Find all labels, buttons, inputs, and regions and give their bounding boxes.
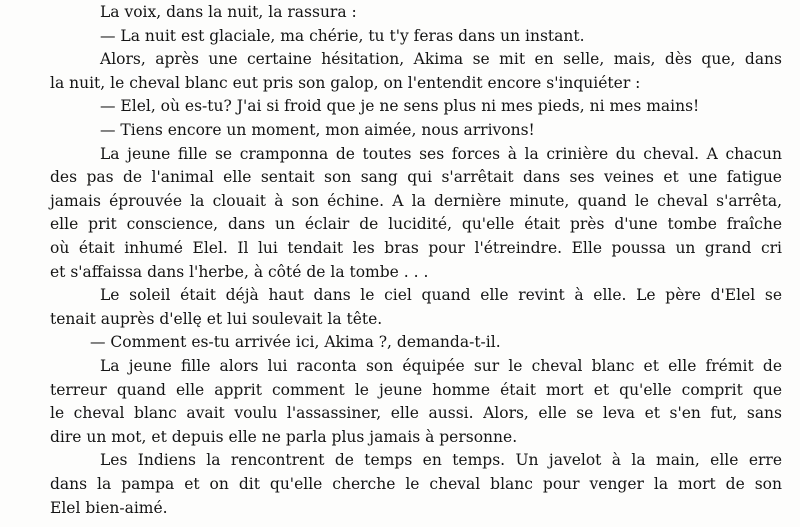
text-line: dans la pampa et on dit qu'elle cherche le cheval blanc pour venger la mort de son — [50, 475, 782, 493]
text-line: le cheval blanc avait voulu l'assassiner, elle aussi. Alors, elle se leva et s'en fut, sans — [50, 404, 782, 423]
text-line: La jeune fille alors lui raconta son équipée sur le cheval blanc et elle frémit de — [100, 357, 782, 375]
dialogue-line: — Comment es-tu arrivée ici, Akima ?, demanda-t-il. — [90, 333, 501, 352]
dialogue-line: — Tiens encore un moment, mon aimée, nous arrivons! — [100, 121, 535, 139]
text-line: jamais éprouvée la clouait à son échine. A la dernière minute, quand le cheval s'arrêta, — [50, 191, 782, 210]
dialogue-line: — Elel, où es-tu? J'ai si froid que je ne sens plus ni mes pieds, ni mes mains! — [100, 97, 700, 116]
text-line: où était inhumé Elel. Il lui tendait les bras pour l'étreindre. Elle poussa un grand cri — [50, 239, 782, 257]
text-line: et s'affaissa dans l'herbe, à côté de la tombe . . . — [50, 262, 429, 281]
dialogue-line: — La nuit est glaciale, ma chérie, tu t'y feras dans un instant. — [100, 26, 585, 45]
text-line: terreur quand elle apprit comment le jeune homme était mort et qu'elle comprit que — [50, 380, 782, 399]
text-line: Alors, après une certaine hésitation, Akima se mit en selle, mais, dès que, dans — [100, 50, 782, 69]
text-line: tenait auprès d'ellę et lui soulevait la tête. — [50, 309, 383, 328]
text-line: elle prit conscience, dans un éclair de lucidité, qu'elle était près d'une tombe fraîche — [50, 215, 782, 234]
text-line: des pas de l'animal elle sentait son sang qui s'arrêtait dans ses veines et une fatigue — [50, 168, 782, 187]
text-line: Le soleil était déjà haut dans le ciel quand elle revint à elle. Le père d'Elel se — [100, 286, 782, 305]
text-line: la nuit, le cheval blanc eut pris son galop, on l'entendit encore s'inquiéter : — [50, 73, 641, 92]
text-line: dire un mot, et depuis elle ne parla plus jamais à personne. — [50, 427, 518, 446]
text-line: Elel bien-aimé. — [50, 498, 168, 517]
text-line: La voix, dans la nuit, la rassura : — [100, 3, 357, 21]
text-line: Les Indiens la rencontrent de temps en temps. Un javelot à la main, elle erre — [100, 451, 782, 470]
text-line: La jeune fille se cramponna de toutes ses forces à la crinière du cheval. A chacun — [100, 144, 782, 163]
